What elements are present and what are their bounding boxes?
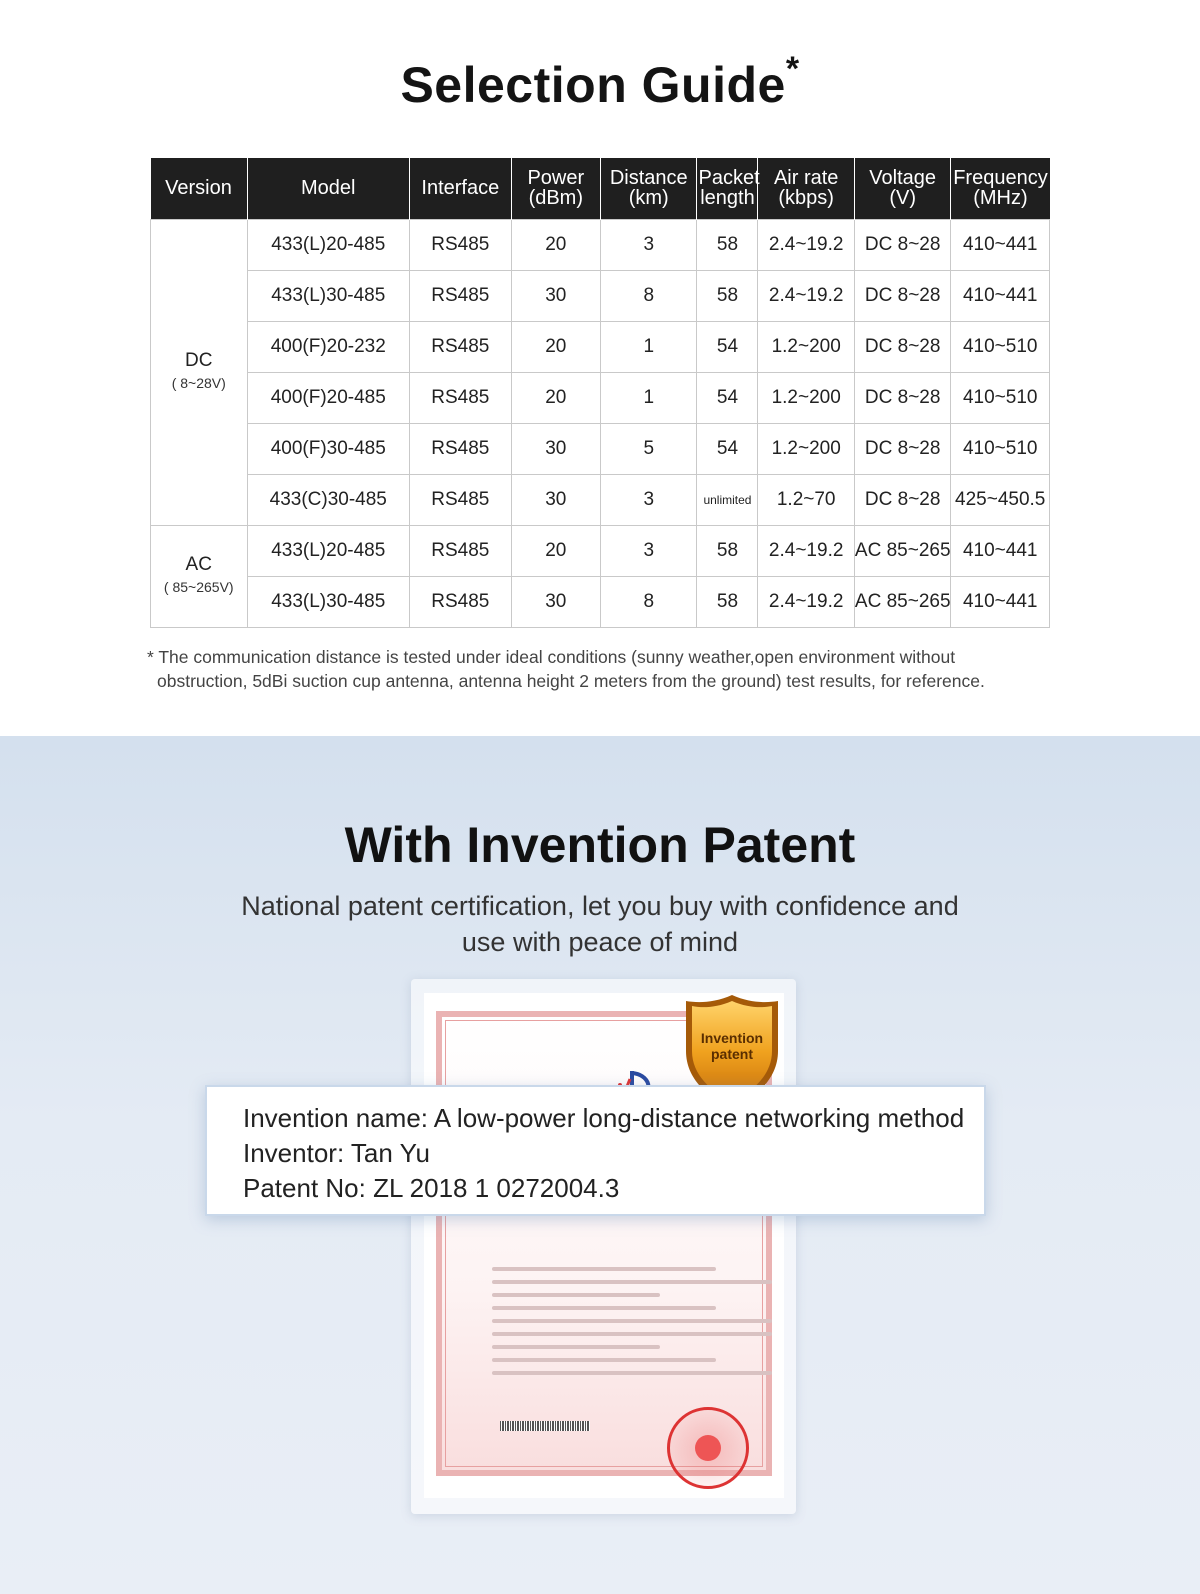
table-cell: 410~510 (951, 423, 1050, 474)
table-cell: 1.2~200 (758, 372, 855, 423)
table-cell: AC 85~265 (854, 576, 951, 627)
table-cell: 410~441 (951, 270, 1050, 321)
table-cell: DC 8~28 (854, 270, 951, 321)
table-row (151, 372, 1050, 423)
table-cell: 58 (697, 525, 758, 576)
title-asterisk: * (785, 50, 800, 89)
table-cell: 1.2~200 (758, 423, 855, 474)
table-cell: 410~441 (951, 525, 1050, 576)
table-cell: 400(F)30-485 (247, 423, 410, 474)
table-cell: 5 (600, 423, 697, 474)
inventor: Inventor: Tan Yu (243, 1138, 430, 1168)
table-row (151, 474, 1050, 525)
table-cell: 30 (511, 270, 600, 321)
table-cell: 54 (697, 321, 758, 372)
table-cell: 433(L)30-485 (247, 270, 410, 321)
table-cell: RS485 (410, 525, 512, 576)
table-cell: 20 (511, 372, 600, 423)
column-header: Frequency (MHz) (951, 158, 1050, 219)
table-cell: 58 (697, 270, 758, 321)
distance-footnote: * The communication distance is tested under ideal conditions (sunny weather,open environment without obstruction, 5dBi suction cup antenna, antenna height 2 meters from the ground) test results, for reference. (147, 647, 985, 691)
table-row (151, 576, 1050, 627)
table-cell: 433(C)30-485 (247, 474, 410, 525)
patent-number: Patent No: ZL 2018 1 0272004.3 (243, 1173, 620, 1203)
patent-certificate-image (424, 993, 784, 1498)
column-header: Model (247, 158, 410, 219)
table-cell: RS485 (410, 372, 512, 423)
table-cell: 8 (600, 576, 697, 627)
table-cell: 3 (600, 219, 697, 270)
table-cell: 2.4~19.2 (758, 525, 855, 576)
barcode-icon (500, 1421, 590, 1431)
badge-text-line1: Invention (700, 1030, 764, 1046)
table-cell: 20 (511, 219, 600, 270)
patent-section (0, 736, 1200, 1594)
table-cell: 30 (511, 576, 600, 627)
table-cell: 410~441 (951, 219, 1050, 270)
table-header-row (151, 158, 1050, 219)
invention-name: Invention name: A low-power long-distance networking method (243, 1103, 965, 1133)
patent-title: With Invention Patent (344, 817, 856, 873)
table-cell: RS485 (410, 270, 512, 321)
table-cell: 30 (511, 423, 600, 474)
table-row (151, 423, 1050, 474)
table-cell: 410~510 (951, 372, 1050, 423)
table-cell: 433(L)20-485 (247, 219, 410, 270)
spec-table (150, 158, 1050, 628)
patent-subtitle: National patent certification, let you buy with confidence and use with peace of mind (241, 891, 959, 957)
version-cell: DC ( 8~28V) (151, 219, 248, 525)
column-header: Packet length (697, 158, 758, 219)
table-cell: 3 (600, 474, 697, 525)
table-cell: 400(F)20-485 (247, 372, 410, 423)
table-cell: 433(L)20-485 (247, 525, 410, 576)
table-cell: 8 (600, 270, 697, 321)
table-cell: 20 (511, 321, 600, 372)
table-cell: 2.4~19.2 (758, 219, 855, 270)
column-header: Distance (km) (600, 158, 697, 219)
table-cell: 410~441 (951, 576, 1050, 627)
table-cell: 54 (697, 372, 758, 423)
table-cell: RS485 (410, 219, 512, 270)
column-header: Power (dBm) (511, 158, 600, 219)
patent-certificate-frame (411, 979, 796, 1514)
table-cell: 3 (600, 525, 697, 576)
table-cell: 1.2~70 (758, 474, 855, 525)
table-row (151, 321, 1050, 372)
table-cell: 425~450.5 (951, 474, 1050, 525)
badge-text-line2: patent (711, 1046, 753, 1062)
table-cell: 2.4~19.2 (758, 270, 855, 321)
table-cell: 30 (511, 474, 600, 525)
column-header: Air rate (kbps) (758, 158, 855, 219)
table-cell: AC 85~265 (854, 525, 951, 576)
table-cell: DC 8~28 (854, 474, 951, 525)
table-row (151, 219, 1050, 270)
official-seal-icon (667, 1407, 749, 1489)
certificate-text-lines (492, 1267, 772, 1384)
patent-info-box (205, 1085, 986, 1216)
table-cell: 1.2~200 (758, 321, 855, 372)
table-cell: DC 8~28 (854, 321, 951, 372)
table-cell: DC 8~28 (854, 372, 951, 423)
table-body (151, 219, 1050, 627)
table-cell: DC 8~28 (854, 423, 951, 474)
table-cell: DC 8~28 (854, 219, 951, 270)
table-cell: 20 (511, 525, 600, 576)
table-cell: 58 (697, 576, 758, 627)
table-cell: 400(F)20-232 (247, 321, 410, 372)
version-cell: AC ( 85~265V) (151, 525, 248, 627)
table-cell: 410~510 (951, 321, 1050, 372)
table-cell: RS485 (410, 423, 512, 474)
table-row (151, 270, 1050, 321)
column-header: Interface (410, 158, 512, 219)
table-cell: 1 (600, 372, 697, 423)
selection-guide-title: Selection Guide* (400, 50, 800, 113)
column-header: Version (151, 158, 248, 219)
table-cell: 1 (600, 321, 697, 372)
selection-guide-section (0, 0, 1200, 736)
table-cell: RS485 (410, 321, 512, 372)
table-cell: RS485 (410, 474, 512, 525)
column-header: Voltage (V) (854, 158, 951, 219)
table-cell: RS485 (410, 576, 512, 627)
table-row (151, 525, 1050, 576)
table-cell: unlimited (697, 474, 758, 525)
table-cell: 433(L)30-485 (247, 576, 410, 627)
table-cell: 2.4~19.2 (758, 576, 855, 627)
table-cell: 58 (697, 219, 758, 270)
table-cell: 54 (697, 423, 758, 474)
